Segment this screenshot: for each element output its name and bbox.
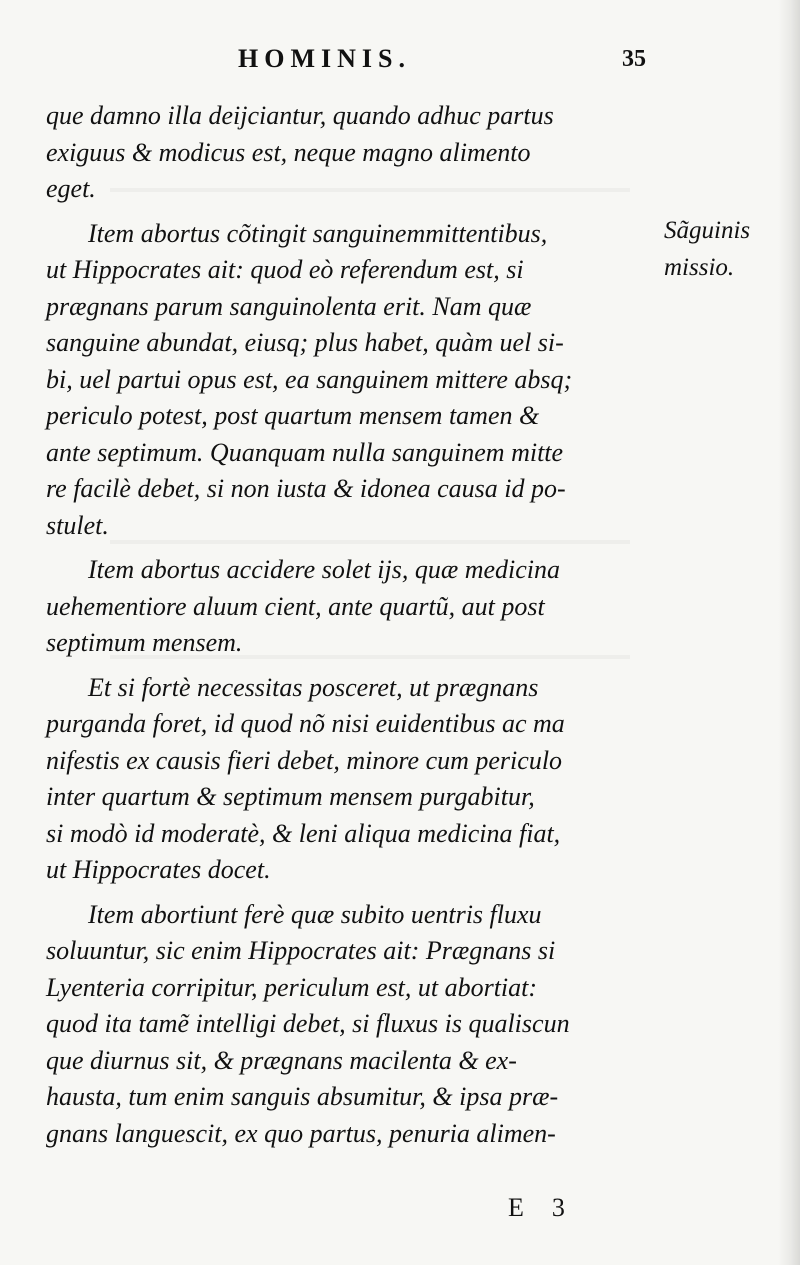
text-line: re facilè debet, si non iusta & idonea causa id po-	[46, 474, 566, 503]
page-header	[0, 44, 800, 84]
text-line: periculo potest, post quartum mensem tamen &	[46, 401, 540, 430]
text-line: purganda foret, id quod nõ nisi euidentibus ac ma	[46, 709, 565, 738]
text-line: inter quartum & septimum mensem purgabitur,	[46, 782, 535, 811]
signature-letter: E	[508, 1193, 552, 1222]
text-line: quod ita tamẽ intelligi debet, si fluxus is qualiscun	[46, 1009, 570, 1038]
page-edge-shadow	[778, 0, 800, 1265]
margin-note-line: missio.	[664, 254, 735, 281]
text-line: ante septimum. Quanquam nulla sanguinem mitte	[46, 437, 564, 467]
text-line: uehementiore aluum cient, ante quartũ, aut post	[46, 591, 545, 621]
page-number: 35	[622, 46, 646, 72]
text-line: Lyenteria corripitur, periculum est, ut abortiat:	[46, 972, 538, 1002]
text-line: prægnans parum sanguinolenta erit. Nam quæ	[46, 291, 532, 321]
running-head: HOMINIS.	[238, 44, 411, 73]
text-line: ut Hippocrates ait: quod eò referendum est, si	[46, 255, 524, 284]
text-line: nifestis ex causis fieri debet, minore cum periculo	[46, 745, 563, 775]
text-line: soluuntur, sic enim Hippocrates ait: Prægnans si	[46, 936, 556, 965]
text-line: exiguus & modicus est, neque magno alimento	[46, 137, 531, 167]
text-line: bi, uel partui opus est, ea sanguinem mittere absq;	[46, 364, 573, 394]
text-line: si modò id moderatè, & leni aliqua medicina fiat,	[46, 818, 561, 848]
paragraph-start-line: Item abortiunt ferè quæ subito uentris fluxu	[88, 899, 542, 929]
text-line: que damno illa deijciantur, quando adhuc partus	[46, 101, 554, 130]
paragraph-start-line: Item abortus cõtingit sanguinemmittentibus,	[88, 218, 548, 248]
signature-number: 3	[551, 1193, 593, 1222]
text-line: sanguine abundat, eiusq; plus habet, quàm uel si-	[46, 328, 564, 357]
signature-mark	[508, 1193, 593, 1223]
paragraph-start-line: Et si fortè necessitas posceret, ut prægnans	[88, 672, 539, 702]
text-line: hausta, tum enim sanguis absumitur, & ipsa præ-	[46, 1082, 559, 1111]
text-line: stulet.	[46, 510, 109, 540]
margin-note-line: Sãguinis	[664, 217, 751, 244]
text-line: ut Hippocrates docet.	[46, 855, 271, 884]
text-line: que diurnus sit, & prægnans macilenta & ex-	[46, 1045, 517, 1075]
text-line: septimum mensem.	[46, 628, 243, 657]
text-line: eget.	[46, 174, 96, 203]
paragraph-start-line: Item abortus accidere solet ijs, quæ medicina	[88, 555, 561, 584]
body-text	[46, 98, 676, 1152]
text-line: gnans languescit, ex quo partus, penuria alimen-	[46, 1118, 556, 1148]
margin-note	[664, 212, 792, 286]
